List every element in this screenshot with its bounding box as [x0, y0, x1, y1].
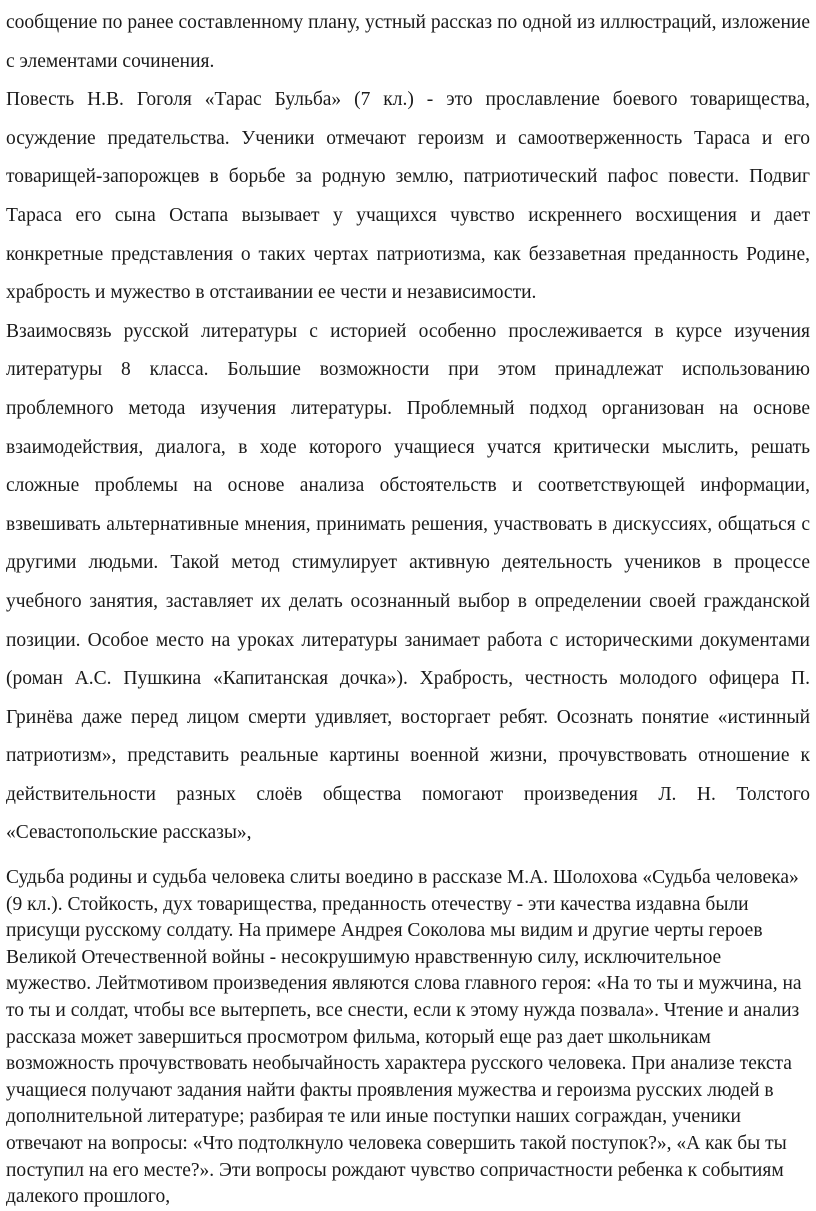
paragraph-taras-bulba: Повесть Н.В. Гоголя «Тарас Бульба» (7 кл.) - это прославление боевого товарищества, осуждение предательства. Ученики отмечают героизм и самоотверженность Тараса и его товарищей-запорожцев в борьбе за родную землю, патриотический пафос повести. Подвиг Тараса его сына Остапа вызывает у учащихся чувство искреннего восхищения и дает конкретные представления о таких чертах патриотизма, как беззаветная преданность Родине, храбрость и мужество в отстаивании ее чести и независимости.	[6, 89, 810, 304]
paragraph-retelling-methods: сообщение по ранее составленному плану, устный рассказ по одной из иллюстраций, изложение с элементами сочинения.	[6, 12, 810, 72]
paragraph-literature-history: Взаимосвязь русской литературы с историей особенно прослеживается в курсе изучения литературы 8 класса. Большие возможности при этом принадлежат использованию проблемного метода изучения литературы. Проблемный подход организован на основе взаимодействия, диалога, в ходе которого учащиеся учатся критически мыслить, решать сложные проблемы на основе анализа обстоятельств и соответствующей информации, взвешивать альтернативные мнения, принимать решения, участвовать в дискуссиях, общаться с другими людьми. Такой метод стимулирует активную деятельность учеников в процессе учебного занятия, заставляет их делать осознанный выбор в определении своей гражданской позиции. Особое место на уроках литературы занимает работа с историческими документами (роман А.С. Пушкина «Капитанская дочка»). Храбрость, честность молодого офицера П. Гринёва даже перед лицом смерти удивляет, восторгает ребят. Осознать понятие «истинный патриотизм», представить реальные картины военной жизни, прочувствовать отношение к действительности разных слоёв общества помогают произведения Л. Н. Толстого «Севастопольские рассказы»,	[6, 320, 810, 844]
paragraph-fate-of-man: Судьба родины и судьба человека слиты воедино в рассказе М.А. Шолохова «Судьба человека» (9 кл.). Стойкость, дух товарищества, преданность отечеству - эти качества издавна были присущи русскому солдату. На примере Андрея Соколова мы видим и другие черты героев Великой Отечественной войны - несокрушимую нравственную силу, исключительное мужество. Лейтмотивом произведения являются слова главного героя: «На то ты и мужчина, на то ты и солдат, чтобы все вытерпеть, все снести, если к этому нужда позвала». Чтение и анализ рассказа может завершиться просмотром фильма, который еще раз дает школьникам возможность прочувствовать необычайность характера русского человека. При анализе текста учащиеся получают задания найти факты проявления мужества и героизма русских людей в дополнительной литературе; разбирая те или иные поступки наших сограждан, ученики отвечают на вопросы: «Что подтолкнуло человека совершить такой поступок?», «А как бы ты поступил на его месте?». Эти вопросы рождают чувство сопричастности ребенка к событиям далекого прошлого,	[6, 867, 802, 1208]
